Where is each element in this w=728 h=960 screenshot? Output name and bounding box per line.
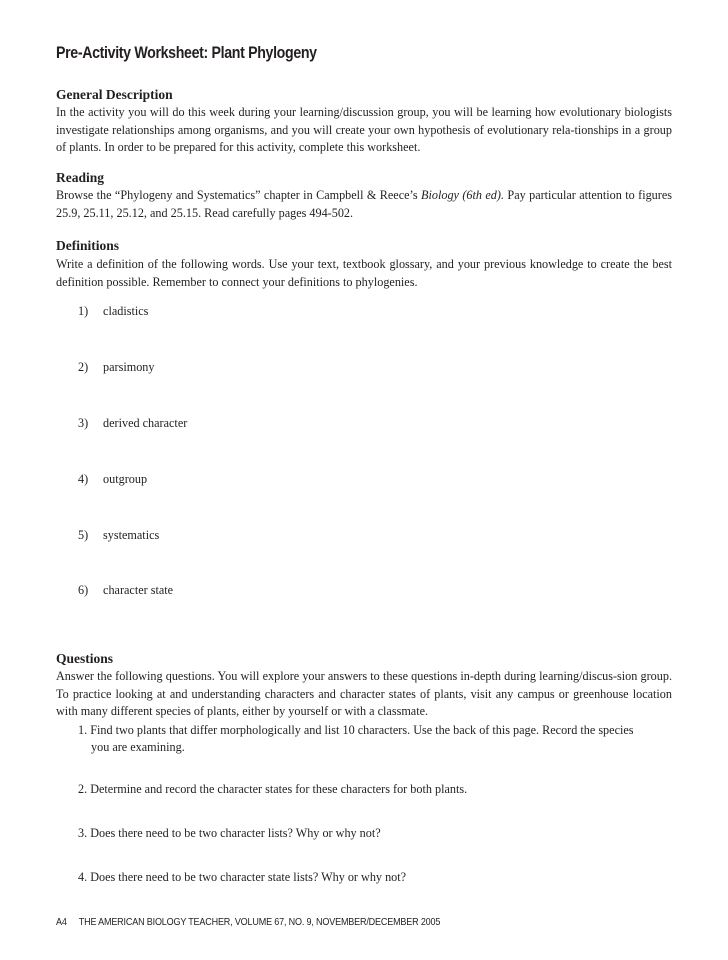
questions-text: Answer the following questions. You will explore your answers to these questions in-depth during learning/discus-sion group. To practice looking at and understanding characters and character states of plants, visit any campus or greenhouse location with many different species of plants, either by yourself or with a classmate. [56, 669, 672, 718]
reading-text-after: Pay particular attention to figures 25.9, 25.11, 25.12, and 25.15. Read carefully pages 494-502. [56, 188, 672, 220]
reading-text-before: Browse the “Phylogeny and Systematics” chapter in Campbell & Reece’s [56, 188, 422, 202]
definitions-text: Write a definition of the following words. Use your text, textbook glossary, and your previous knowledge to create the best definition possible. Remember to connect your definitions to phylogenies. [56, 257, 672, 289]
definition-term: systematics [103, 528, 160, 542]
general-description-heading: General Description [56, 87, 173, 102]
question-item [78, 781, 672, 798]
definitions-heading: Definitions [56, 238, 120, 253]
footer-journal-citation: THE AMERICAN BIOLOGY TEACHER, VOLUME 67, NO. 9, NOVEMBER/DECEMBER 2005 [78, 916, 441, 928]
definition-item [78, 582, 173, 599]
question-text-continued: you are examining. [91, 740, 185, 754]
definition-term: parsimony [103, 360, 155, 374]
question-text: Does there need to be two character state lists? Why or why not? [90, 870, 407, 884]
question-item [78, 722, 672, 756]
question-text: Find two plants that differ morphologically and list 10 characters. Use the back of this page. Record the species [90, 723, 634, 737]
question-number: 1. [78, 723, 88, 737]
definition-number: 2) [78, 360, 89, 374]
definition-number: 4) [78, 472, 89, 486]
definition-term: character state [103, 583, 174, 597]
definition-term: derived character [103, 416, 188, 430]
definition-term: outgroup [103, 472, 148, 486]
general-description-text: In the activity you will do this week during your learning/discussion group, you will be learning how evolutionary biologists investigate relationships among organisms, and you will create your own hypothesis of evolutionary rela-tionships in a group of plants. In order to be prepared for this activity, complete this worksheet. [56, 105, 672, 154]
questions-heading: Questions [56, 651, 114, 666]
definition-item [78, 359, 155, 376]
page-title: Pre-Activity Worksheet: Plant Phylogeny [56, 44, 317, 62]
definition-item [78, 303, 148, 320]
reading-heading: Reading [56, 170, 105, 185]
reading-book-title: Biology (6th ed). [421, 188, 505, 202]
definition-item [78, 527, 159, 544]
question-number: 2. [78, 782, 88, 796]
definition-number: 3) [78, 416, 89, 430]
definition-number: 1) [78, 304, 89, 318]
definition-item [78, 415, 187, 432]
definition-number: 6) [78, 583, 89, 597]
worksheet-page [56, 0, 672, 960]
question-text: Does there need to be two character lists? Why or why not? [90, 826, 381, 840]
question-number: 3. [78, 826, 88, 840]
page-footer [56, 916, 440, 928]
definition-item [78, 471, 147, 488]
question-item [78, 869, 672, 886]
definition-term: cladistics [103, 304, 149, 318]
question-item [78, 825, 672, 842]
definition-number: 5) [78, 528, 89, 542]
footer-page-number: A4 [56, 916, 67, 928]
question-text: Determine and record the character states for these characters for both plants. [90, 782, 468, 796]
reading-text [56, 187, 672, 222]
question-number: 4. [78, 870, 88, 884]
